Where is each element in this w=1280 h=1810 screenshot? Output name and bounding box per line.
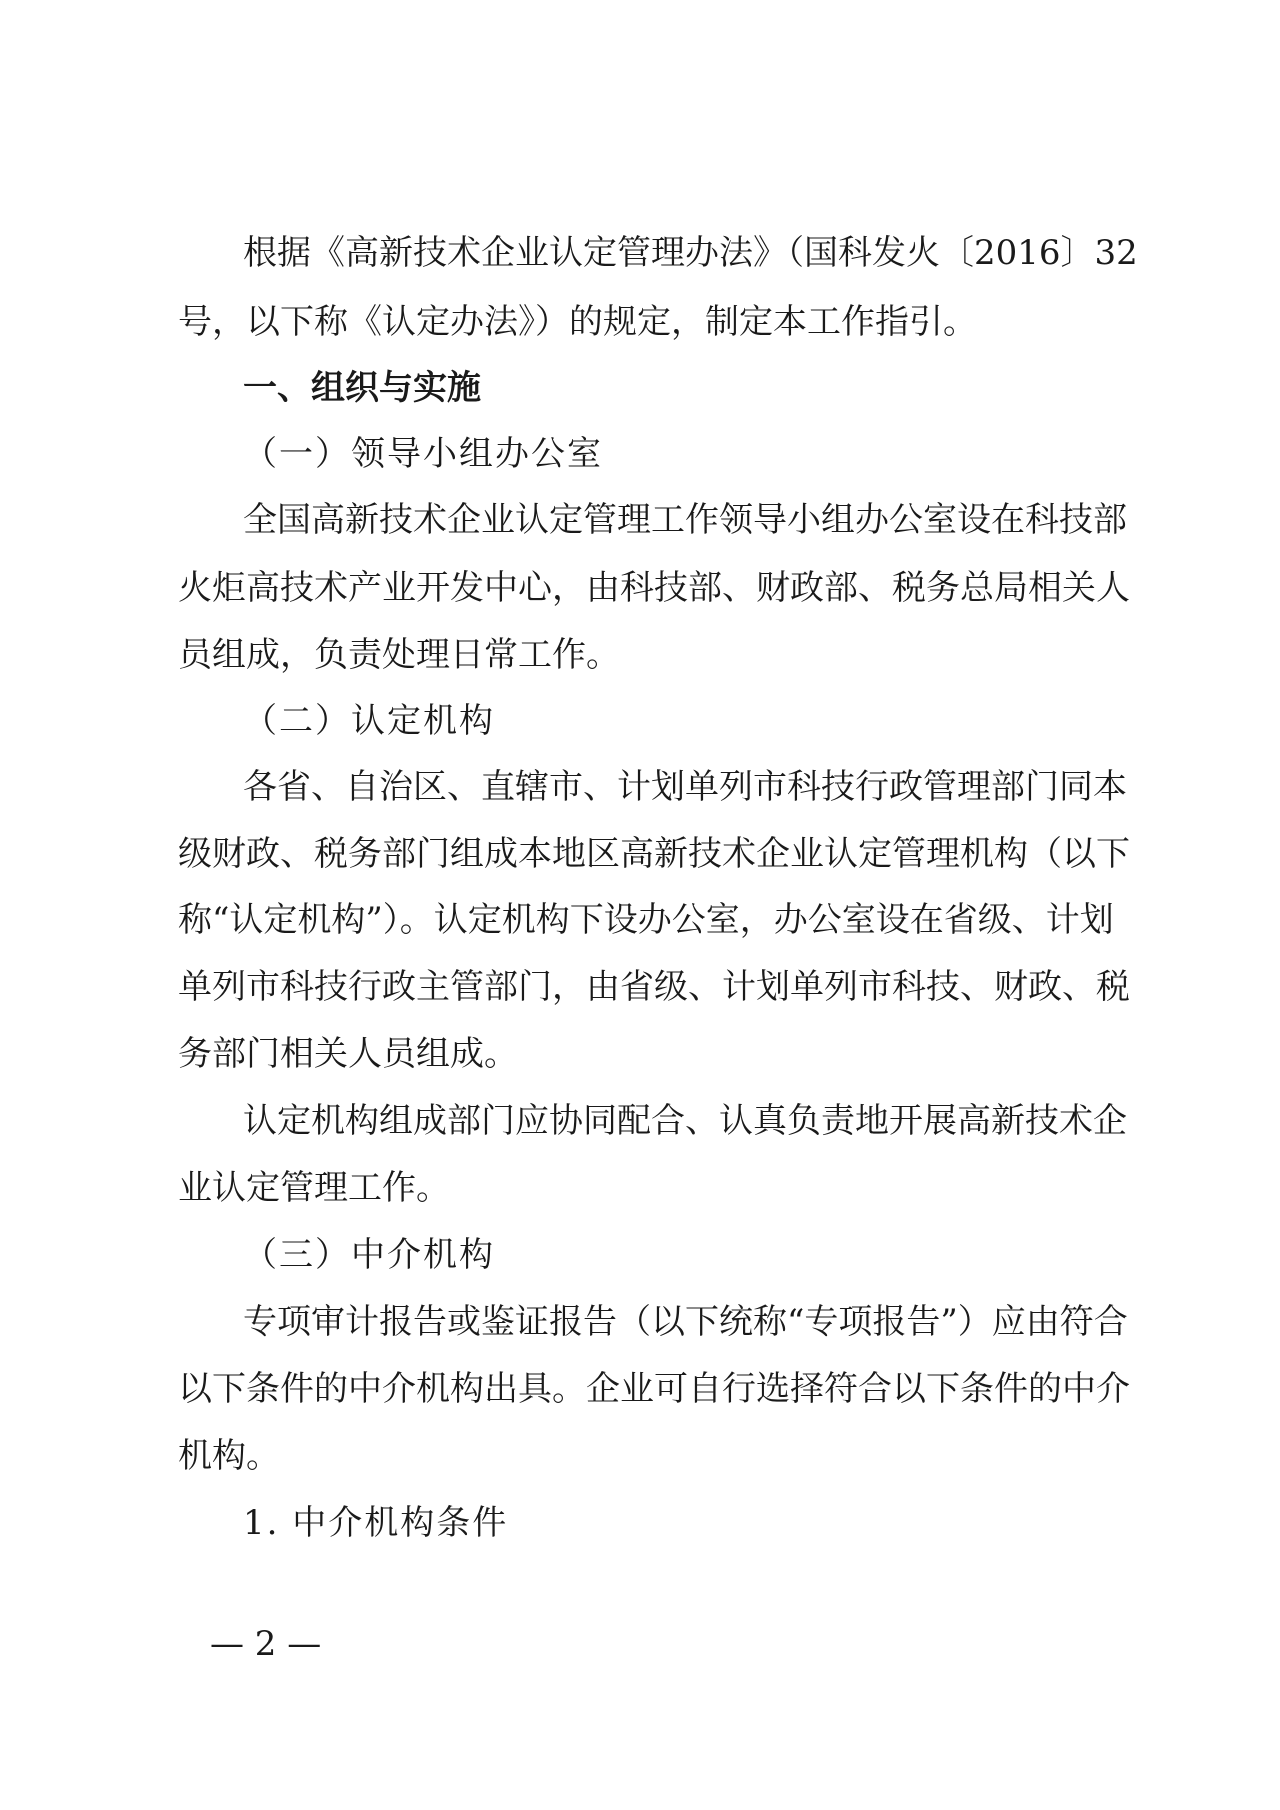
paragraph-line-14: 认定机构组成部门应协同配合、认真负责地开展高新技术企 xyxy=(243,1101,1127,1141)
paragraph-line-1: 根据《高新技术企业认定管理办法》（国科发火〔2016〕32 xyxy=(243,233,1138,273)
subheading-leading-group-office: （一）领导小组办公室 xyxy=(243,434,603,474)
paragraph-line-2: 号，以下称《认定办法》）的规定，制定本工作指引。 xyxy=(178,302,977,342)
paragraph-line-6: 火炬高技术产业开发中心，由科技部、财政部、税务总局相关人 xyxy=(178,568,1130,608)
paragraph-line-15: 业认定管理工作。 xyxy=(178,1168,450,1208)
paragraph-line-13: 务部门相关人员组成。 xyxy=(178,1034,518,1074)
paragraph-line-5: 全国高新技术企业认定管理工作领导小组办公室设在科技部 xyxy=(243,500,1127,540)
paragraph-line-12: 单列市科技行政主管部门，由省级、计划单列市科技、财政、税 xyxy=(178,967,1130,1007)
paragraph-line-9: 各省、自治区、直辖市、计划单列市科技行政管理部门同本 xyxy=(243,767,1127,807)
paragraph-line-19: 机构。 xyxy=(178,1436,280,1476)
subheading-intermediary: （三）中介机构 xyxy=(243,1235,495,1275)
page-number: — 2 — xyxy=(210,1624,322,1664)
paragraph-line-18: 以下条件的中介机构出具。企业可自行选择符合以下条件的中介 xyxy=(178,1369,1130,1409)
subheading-certification-body: （二）认定机构 xyxy=(243,701,495,741)
paragraph-line-7: 员组成，负责处理日常工作。 xyxy=(178,635,620,675)
paragraph-line-10: 级财政、税务部门组成本地区高新技术企业认定管理机构（以下 xyxy=(178,834,1130,874)
section-heading-organization: 一、组织与实施 xyxy=(243,368,481,408)
list-item-intermediary-conditions: 1. 中介机构条件 xyxy=(243,1503,509,1543)
paragraph-line-11: 称“认定机构”）。认定机构下设办公室，办公室设在省级、计划 xyxy=(178,900,1114,940)
paragraph-line-17: 专项审计报告或鉴证报告（以下统称“专项报告”）应由符合 xyxy=(243,1302,1128,1342)
